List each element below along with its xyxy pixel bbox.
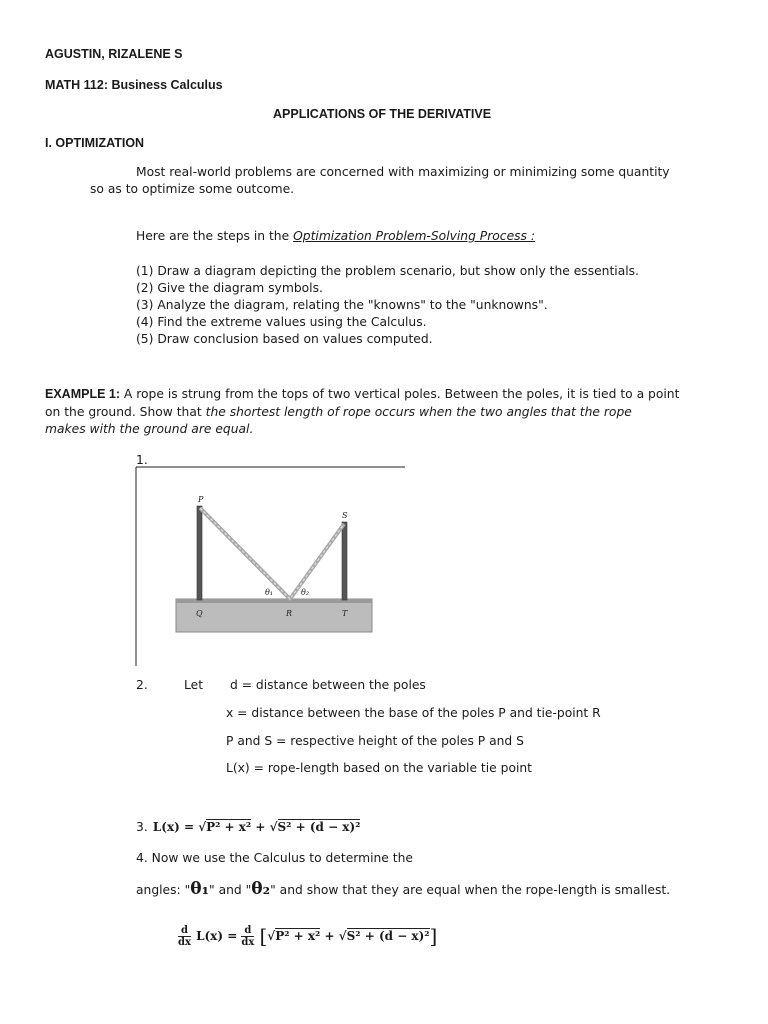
- course-title: MATH 112: Business Calculus: [45, 78, 223, 92]
- example-line-2: [45, 404, 632, 421]
- derivative-expression: [178, 924, 437, 948]
- intro-line-2: so as to optimize some outcome.: [90, 182, 295, 196]
- sqrt-sign: √: [267, 929, 276, 943]
- sqrt-sign: √: [198, 820, 207, 834]
- step3-term2: S² + (d − x)²: [277, 820, 361, 834]
- angles-text-b: " and show that they are equal when the rope-length is smallest.: [270, 883, 671, 897]
- let-word: Let: [184, 678, 204, 692]
- let-number: 2.: [136, 678, 148, 692]
- rope: [200, 508, 344, 599]
- theta2-symbol: θ₂: [251, 879, 271, 899]
- step-item: (5) Draw conclusion based on values computed.: [136, 332, 433, 346]
- steps-list: [136, 263, 639, 348]
- step3-equation: [136, 816, 360, 836]
- d-dx-fraction: [178, 925, 191, 948]
- step3-term1: P² + x²: [206, 820, 252, 834]
- step4-line-2: [136, 881, 670, 899]
- derivative-plus: +: [320, 929, 339, 943]
- derivative-term2: S² + (d − x)²: [346, 929, 430, 943]
- label-s: S: [342, 511, 348, 520]
- intro-line-1: Most real-world problems are concerned with maximizing or minimizing some quantity: [136, 165, 670, 179]
- right-bracket: ]: [429, 924, 438, 948]
- example-text-1: A rope is strung from the tops of two vertical poles. Between the poles, it is tied to a point: [120, 387, 680, 401]
- sqrt-sign: √: [269, 820, 278, 834]
- example-line-3: makes with the ground are equal.: [45, 422, 254, 436]
- dx-denominator: dx: [178, 936, 191, 948]
- step3-number: 3.: [136, 820, 148, 834]
- author-name: AGUSTIN, RIZALENE S: [45, 47, 183, 61]
- step-item: (1) Draw a diagram depicting the problem scenario, but show only the essentials.: [136, 264, 639, 278]
- step3-plus: +: [251, 820, 270, 834]
- pole-right: [342, 522, 347, 600]
- step-item: (3) Analyze the diagram, relating the "knowns" to the "unknowns".: [136, 298, 548, 312]
- example-label: EXAMPLE 1:: [45, 387, 121, 401]
- steps-lead: [136, 228, 535, 245]
- and-text: " and ": [209, 883, 252, 897]
- angles-text-a: angles: ": [136, 883, 191, 897]
- derivative-term1: P² + x²: [275, 929, 321, 943]
- def-d: d = distance between the poles: [230, 678, 426, 692]
- derivative-lx: L(x) =: [196, 929, 242, 943]
- label-p: P: [198, 495, 204, 504]
- steps-lead-text: Here are the steps in the: [136, 229, 294, 243]
- section-heading: I. OPTIMIZATION: [45, 136, 145, 150]
- left-bracket: [: [259, 924, 268, 948]
- label-q: Q: [196, 609, 203, 618]
- sqrt-sign: √: [338, 929, 347, 943]
- example-italic-2: the shortest length of rope occurs when the two angles that the rope: [205, 405, 632, 419]
- step3-lhs: L(x) =: [152, 820, 199, 834]
- theta1-symbol: θ₁: [190, 879, 210, 899]
- step-item: (4) Find the extreme values using the Calculus.: [136, 315, 427, 329]
- example-text-2: on the ground. Show that: [45, 405, 206, 419]
- page-title: APPLICATIONS OF THE DERIVATIVE: [273, 107, 492, 121]
- step4-line-1: 4. Now we use the Calculus to determine the: [136, 851, 413, 865]
- pole-left: [197, 506, 202, 600]
- def-l: L(x) = rope-length based on the variable tie point: [226, 761, 532, 775]
- dx-denominator: dx: [241, 936, 255, 948]
- step-item: (2) Give the diagram symbols.: [136, 281, 323, 295]
- def-x: x = distance between the base of the poles P and tie-point R: [226, 706, 601, 720]
- process-name: Optimization Problem-Solving Process :: [293, 229, 535, 243]
- d-numerator: d: [241, 925, 254, 937]
- diagram-number: 1.: [136, 453, 148, 467]
- label-t: T: [342, 609, 348, 618]
- d-numerator: d: [178, 925, 191, 937]
- label-theta1: θ₁: [265, 588, 274, 597]
- example-line-1: [45, 386, 679, 403]
- pole-diagram: [124, 456, 414, 676]
- def-p-s: P and S = respective height of the poles P and S: [226, 734, 524, 748]
- d-dx-fraction-2: [241, 925, 254, 948]
- label-r: R: [286, 609, 293, 618]
- label-theta2: θ₂: [301, 588, 310, 597]
